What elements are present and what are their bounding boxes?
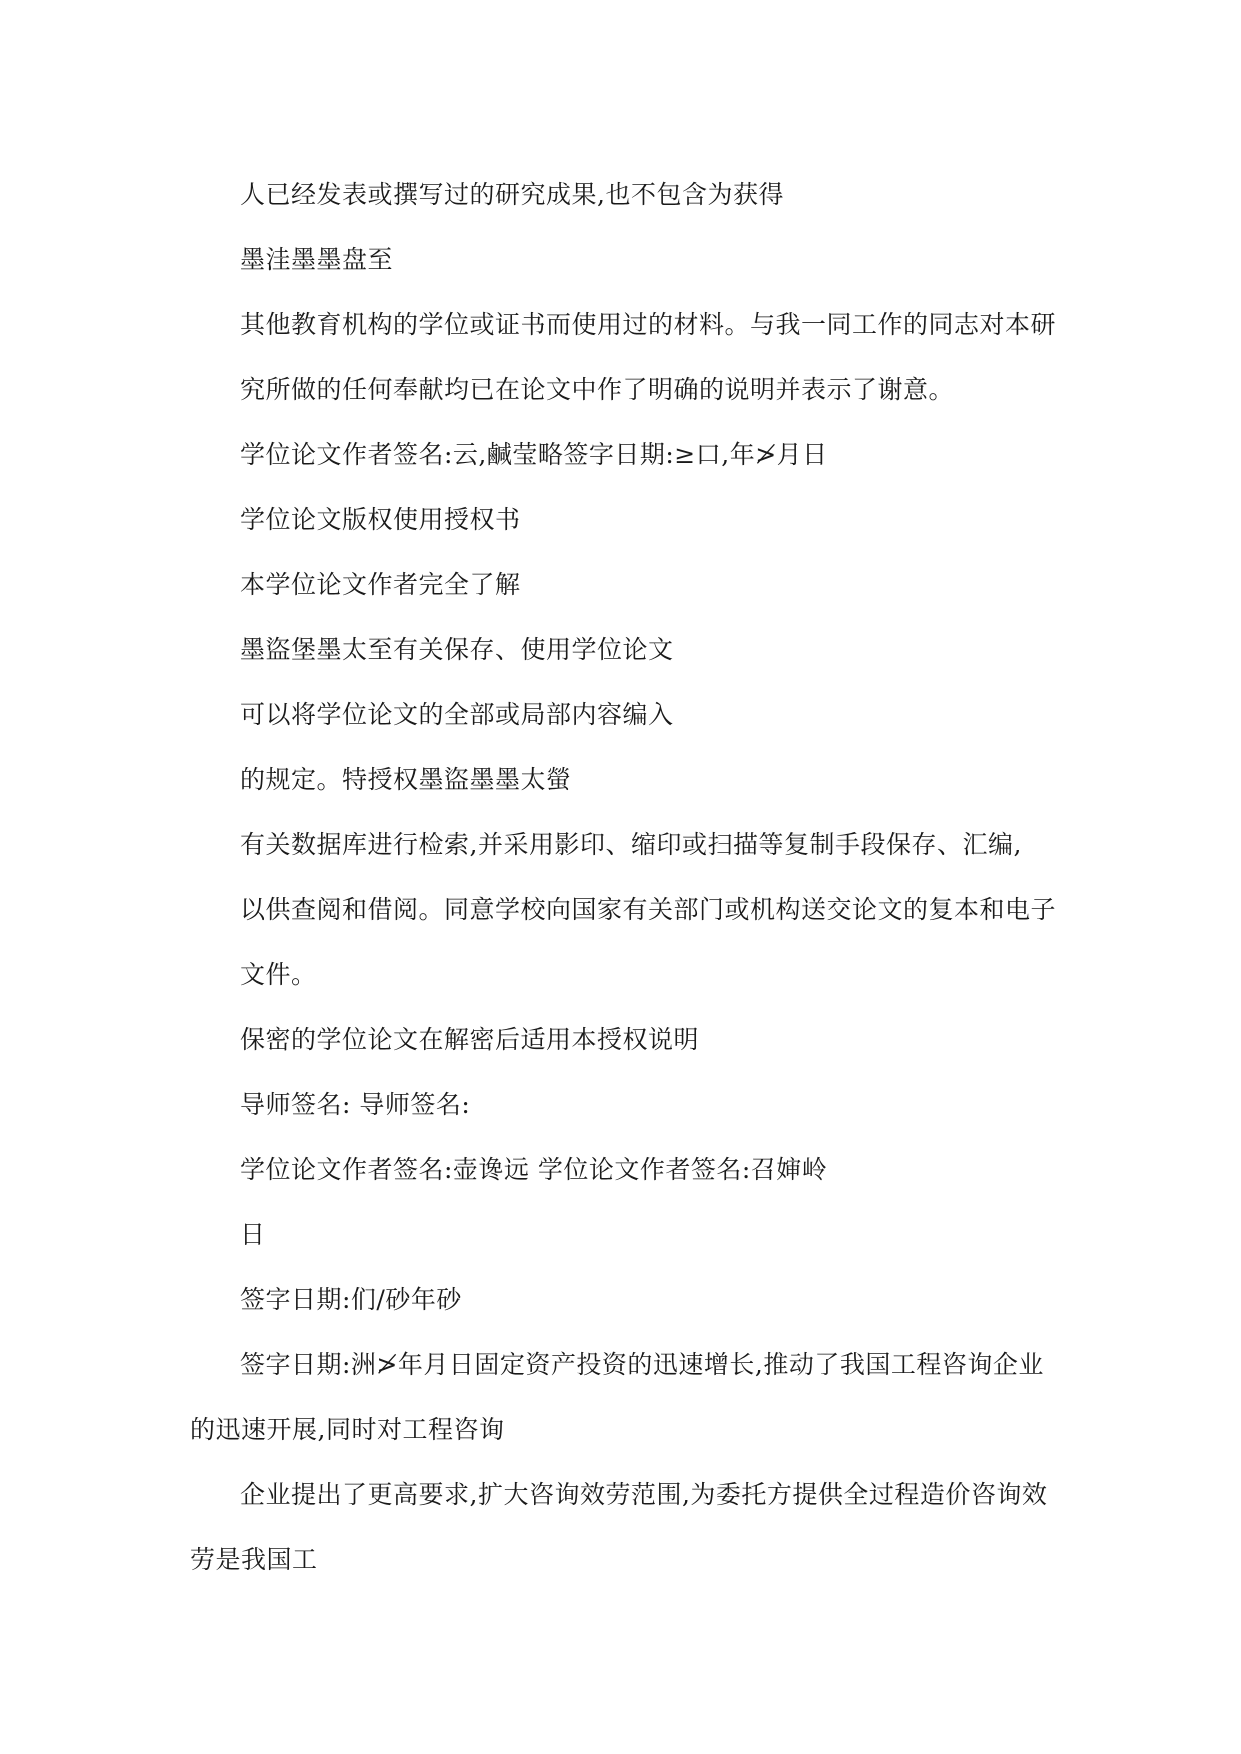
- paragraph-line: 究所做的任何奉献均已在论文中作了明确的说明并表示了谢意。: [240, 375, 955, 404]
- paragraph-line: 本学位论文作者完全了解: [240, 570, 521, 599]
- paragraph-line: 的规定。特授权墨盜墨墨太螢: [240, 765, 572, 794]
- paragraph-line: 的迅速开展,同时对工程咨询: [190, 1415, 505, 1444]
- signature-date-line: 签字日期:们/砂年砂: [240, 1285, 462, 1314]
- paragraph-line: 日: [240, 1220, 266, 1249]
- paragraph-line: 企业提出了更高要求,扩大咨询效劳范围,为委托方提供全过程造价咨询效: [240, 1480, 1048, 1509]
- paragraph-line: 以供查阅和借阅。同意学校向国家有关部门或机构送交论文的复本和电子: [240, 895, 1057, 924]
- author-signature-line: 学位论文作者签名:云,鹹莹略签字日期:≥口,年≯月日: [240, 440, 828, 469]
- paragraph-line: 其他教育机构的学位或证书而使用过的材料。与我一同工作的同志对本研: [240, 310, 1057, 339]
- paragraph-line: 劳是我国工: [190, 1545, 318, 1574]
- paragraph-line: 墨洼墨墨盘至: [240, 245, 394, 274]
- paragraph-line: 墨盜堡墨太至有关保存、使用学位论文: [240, 635, 674, 664]
- section-heading: 学位论文版权使用授权书: [240, 505, 521, 534]
- supervisor-signature-line: 导师签名: 导师签名:: [240, 1090, 471, 1119]
- paragraph-line: 文件。: [240, 960, 317, 989]
- signature-date-line: 签字日期:洲≯年月日固定资产投资的迅速增长,推动了我国工程咨询企业: [240, 1350, 1044, 1379]
- author-signature-line: 学位论文作者签名:壶谗远 学位论文作者签名:召婶岭: [240, 1155, 828, 1184]
- paragraph-line: 人已经发表或撰写过的研究成果,也不包含为获得: [240, 180, 784, 209]
- document-body: [190, 162, 1070, 1592]
- paragraph-line: 有关数据库进行检索,并采用影印、缩印或扫描等复制手段保存、汇编,: [240, 830, 1022, 859]
- paragraph-line: 保密的学位论文在解密后适用本授权说明: [240, 1025, 700, 1054]
- paragraph-line: 可以将学位论文的全部或局部内容编入: [240, 700, 674, 729]
